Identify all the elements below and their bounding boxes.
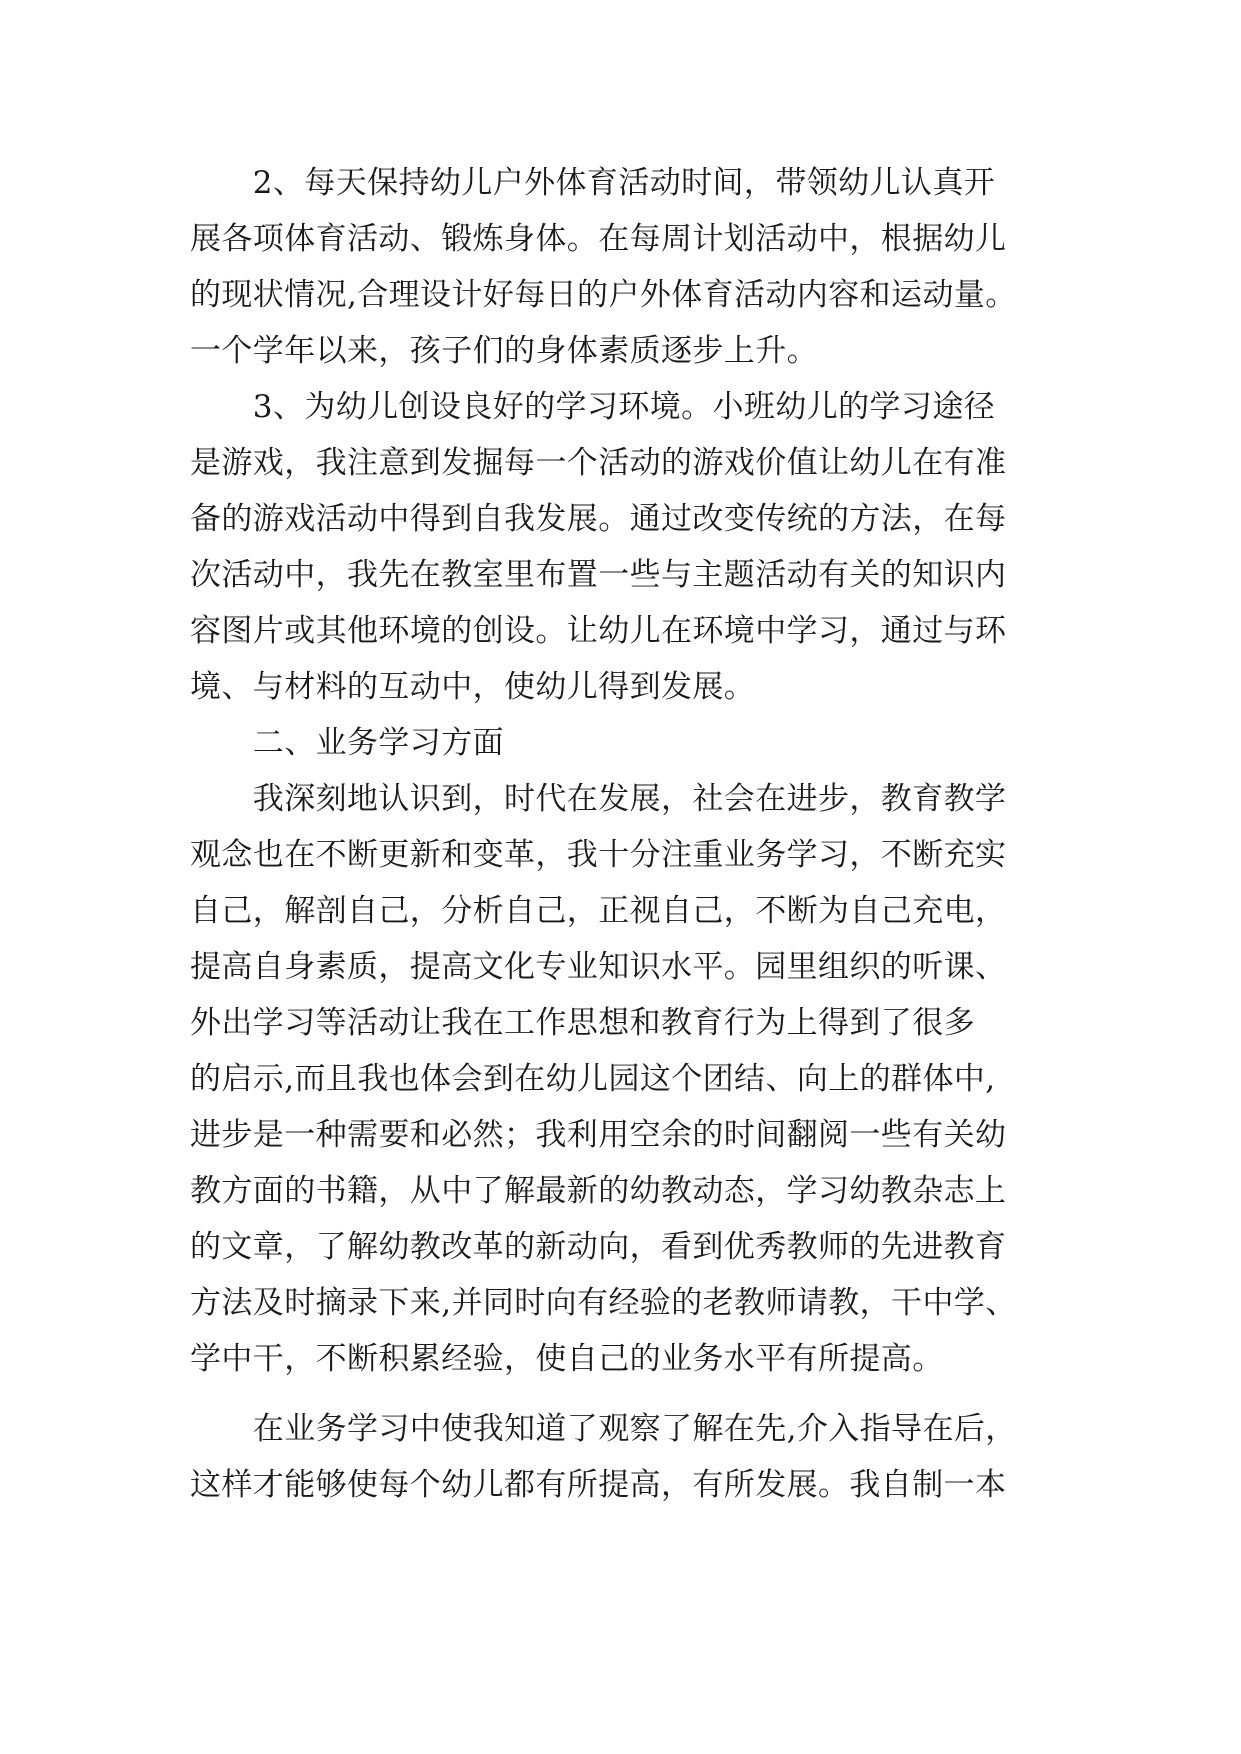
- text-line: 的文章，了解幼教改革的新动向，看到优秀教师的先进教育: [190, 1229, 1007, 1265]
- text-line: 展各项体育活动、锻炼身体。在每周计划活动中，根据幼儿: [190, 221, 1007, 257]
- text-line: 自己，解剖自己，分析自己，正视自己，不断为自己充电，: [190, 893, 1007, 929]
- text-line: 教方面的书籍，从中了解最新的幼教动态，学习幼教杂志上: [190, 1173, 1007, 1209]
- text-line: 方法及时摘录下来,并同时向有经验的老教师请教，干中学、: [190, 1285, 1017, 1321]
- text-line: 备的游戏活动中得到自我发展。通过改变传统的方法，在每: [190, 501, 1007, 537]
- document-body: [190, 155, 1070, 1513]
- text-line: 提高自身素质，提高文化专业知识水平。园里组织的听课、: [190, 949, 1007, 985]
- text-line: 是游戏，我注意到发掘每一个活动的游戏价值让幼儿在有准: [190, 445, 1007, 481]
- text-line: 一个学年以来，孩子们的身体素质逐步上升。: [190, 333, 818, 369]
- text-line: 这样才能够使每个幼儿都有所提高，有所发展。我自制一本: [190, 1467, 1007, 1503]
- paragraph-gap: [190, 1387, 1070, 1401]
- text-line: 进步是一种需要和必然；我利用空余的时间翻阅一些有关幼: [190, 1117, 1007, 1153]
- text-line: 境、与材料的互动中，使幼儿得到发展。: [190, 669, 756, 705]
- section-heading: 二、业务学习方面: [190, 725, 504, 761]
- text-line: 外出学习等活动让我在工作思想和教育行为上得到了很多: [190, 1005, 975, 1041]
- text-line: 的现状情况,合理设计好每日的户外体育活动内容和运动量。: [190, 277, 1017, 313]
- text-line: 容图片或其他环境的创设。让幼儿在环境中学习，通过与环: [190, 613, 1007, 649]
- text-line: 学中干，不断积累经验，使自己的业务水平有所提高。: [190, 1341, 944, 1377]
- text-line: 观念也在不断更新和变革，我十分注重业务学习，不断充实: [190, 837, 1007, 873]
- text-line: 在业务学习中使我知道了观察了解在先,介入指导在后，: [190, 1411, 1017, 1447]
- text-line: 次活动中，我先在教室里布置一些与主题活动有关的知识内: [190, 557, 1007, 593]
- text-line: 2、每天保持幼儿户外体育活动时间，带领幼儿认真开: [190, 165, 996, 201]
- text-line: 3、为幼儿创设良好的学习环境。小班幼儿的学习途径: [190, 389, 996, 425]
- text-line: 我深刻地认识到，时代在发展，社会在进步，教育教学: [190, 781, 1007, 817]
- text-line: 的启示,而且我也体会到在幼儿园这个团结、向上的群体中,: [190, 1061, 996, 1097]
